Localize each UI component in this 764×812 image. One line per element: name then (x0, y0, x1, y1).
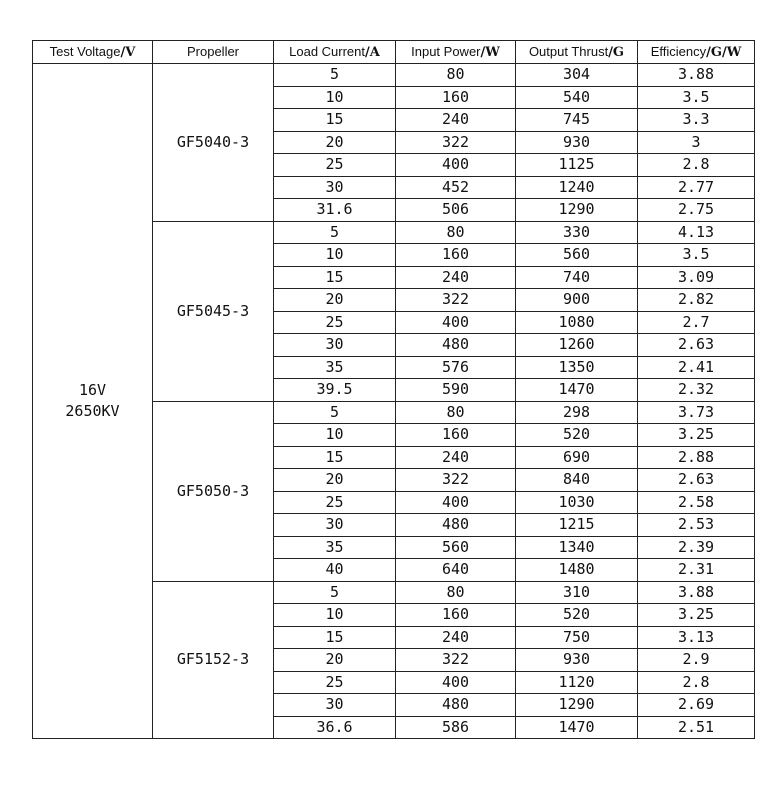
output-thrust-cell: 1080 (516, 311, 638, 334)
load-current-cell: 5 (274, 221, 396, 244)
efficiency-cell: 2.75 (638, 199, 755, 222)
load-current-cell: 10 (274, 424, 396, 447)
output-thrust-cell: 740 (516, 266, 638, 289)
output-thrust-cell: 1120 (516, 671, 638, 694)
input-power-cell: 80 (396, 221, 516, 244)
output-thrust-cell: 690 (516, 446, 638, 469)
propeller-cell: GF5040-3 (153, 64, 274, 222)
output-thrust-cell: 330 (516, 221, 638, 244)
efficiency-cell: 2.9 (638, 649, 755, 672)
load-current-cell: 36.6 (274, 716, 396, 739)
input-power-cell: 400 (396, 671, 516, 694)
header-propeller: Propeller (153, 41, 274, 64)
output-thrust-cell: 750 (516, 626, 638, 649)
input-power-cell: 322 (396, 469, 516, 492)
load-current-cell: 25 (274, 491, 396, 514)
efficiency-cell: 2.51 (638, 716, 755, 739)
test-voltage-value: 16V (78, 381, 107, 399)
efficiency-cell: 2.39 (638, 536, 755, 559)
load-current-cell: 25 (274, 154, 396, 177)
load-current-cell: 35 (274, 536, 396, 559)
load-current-cell: 30 (274, 176, 396, 199)
load-current-cell: 15 (274, 266, 396, 289)
input-power-cell: 480 (396, 514, 516, 537)
load-current-cell: 30 (274, 514, 396, 537)
load-current-cell: 31.6 (274, 199, 396, 222)
output-thrust-cell: 1480 (516, 559, 638, 582)
output-thrust-cell: 1125 (516, 154, 638, 177)
output-thrust-cell: 1350 (516, 356, 638, 379)
output-thrust-cell: 930 (516, 649, 638, 672)
output-thrust-cell: 1470 (516, 379, 638, 402)
load-current-cell: 5 (274, 581, 396, 604)
motor-kv-value: 2650KV (65, 402, 120, 420)
output-thrust-cell: 1340 (516, 536, 638, 559)
propeller-cell: GF5152-3 (153, 581, 274, 739)
header-efficiency: Efficiency/G/W (638, 41, 755, 64)
input-power-cell: 480 (396, 694, 516, 717)
header-load-current: Load Current/A (274, 41, 396, 64)
efficiency-cell: 2.8 (638, 154, 755, 177)
output-thrust-cell: 560 (516, 244, 638, 267)
load-current-cell: 20 (274, 649, 396, 672)
output-thrust-cell: 1030 (516, 491, 638, 514)
efficiency-cell: 3.5 (638, 86, 755, 109)
load-current-cell: 10 (274, 244, 396, 267)
output-thrust-cell: 900 (516, 289, 638, 312)
output-thrust-cell: 520 (516, 604, 638, 627)
efficiency-cell: 2.88 (638, 446, 755, 469)
load-current-cell: 35 (274, 356, 396, 379)
input-power-cell: 240 (396, 446, 516, 469)
table-body (33, 64, 755, 739)
input-power-cell: 640 (396, 559, 516, 582)
input-power-cell: 240 (396, 266, 516, 289)
efficiency-cell: 3.73 (638, 401, 755, 424)
input-power-cell: 400 (396, 311, 516, 334)
input-power-cell: 590 (396, 379, 516, 402)
input-power-cell: 160 (396, 244, 516, 267)
load-current-cell: 30 (274, 334, 396, 357)
input-power-cell: 240 (396, 626, 516, 649)
efficiency-cell: 4.13 (638, 221, 755, 244)
load-current-cell: 15 (274, 626, 396, 649)
output-thrust-cell: 310 (516, 581, 638, 604)
input-power-cell: 400 (396, 491, 516, 514)
input-power-cell: 240 (396, 109, 516, 132)
input-power-cell: 576 (396, 356, 516, 379)
load-current-cell: 5 (274, 401, 396, 424)
input-power-cell: 452 (396, 176, 516, 199)
load-current-cell: 20 (274, 131, 396, 154)
header-test-voltage: Test Voltage/V (33, 41, 153, 64)
input-power-cell: 586 (396, 716, 516, 739)
load-current-cell: 39.5 (274, 379, 396, 402)
propeller-cell: GF5045-3 (153, 221, 274, 401)
efficiency-cell: 3.88 (638, 64, 755, 87)
efficiency-cell: 2.8 (638, 671, 755, 694)
input-power-cell: 160 (396, 86, 516, 109)
motor-test-table (32, 40, 755, 739)
efficiency-cell: 3.25 (638, 604, 755, 627)
output-thrust-cell: 1240 (516, 176, 638, 199)
test-voltage-cell (33, 64, 153, 739)
load-current-cell: 10 (274, 86, 396, 109)
output-thrust-cell: 840 (516, 469, 638, 492)
load-current-cell: 30 (274, 694, 396, 717)
efficiency-cell: 2.58 (638, 491, 755, 514)
input-power-cell: 322 (396, 131, 516, 154)
input-power-cell: 480 (396, 334, 516, 357)
efficiency-cell: 3.3 (638, 109, 755, 132)
load-current-cell: 25 (274, 311, 396, 334)
load-current-cell: 5 (274, 64, 396, 87)
load-current-cell: 20 (274, 289, 396, 312)
propeller-cell: GF5050-3 (153, 401, 274, 581)
table-row (33, 64, 755, 87)
efficiency-cell: 2.31 (638, 559, 755, 582)
output-thrust-cell: 930 (516, 131, 638, 154)
output-thrust-cell: 745 (516, 109, 638, 132)
efficiency-cell: 3.09 (638, 266, 755, 289)
load-current-cell: 15 (274, 109, 396, 132)
efficiency-cell: 2.32 (638, 379, 755, 402)
efficiency-cell: 2.77 (638, 176, 755, 199)
efficiency-cell: 2.53 (638, 514, 755, 537)
output-thrust-cell: 1290 (516, 694, 638, 717)
efficiency-cell: 2.63 (638, 334, 755, 357)
input-power-cell: 160 (396, 424, 516, 447)
output-thrust-cell: 1470 (516, 716, 638, 739)
input-power-cell: 506 (396, 199, 516, 222)
input-power-cell: 160 (396, 604, 516, 627)
load-current-cell: 10 (274, 604, 396, 627)
load-current-cell: 15 (274, 446, 396, 469)
efficiency-cell: 3.25 (638, 424, 755, 447)
output-thrust-cell: 520 (516, 424, 638, 447)
efficiency-cell: 3 (638, 131, 755, 154)
output-thrust-cell: 298 (516, 401, 638, 424)
header-input-power: Input Power/W (396, 41, 516, 64)
input-power-cell: 560 (396, 536, 516, 559)
input-power-cell: 80 (396, 401, 516, 424)
efficiency-cell: 3.13 (638, 626, 755, 649)
efficiency-cell: 2.82 (638, 289, 755, 312)
efficiency-cell: 2.7 (638, 311, 755, 334)
load-current-cell: 20 (274, 469, 396, 492)
efficiency-cell: 2.41 (638, 356, 755, 379)
output-thrust-cell: 1290 (516, 199, 638, 222)
output-thrust-cell: 540 (516, 86, 638, 109)
efficiency-cell: 2.69 (638, 694, 755, 717)
input-power-cell: 80 (396, 581, 516, 604)
load-current-cell: 25 (274, 671, 396, 694)
efficiency-cell: 3.5 (638, 244, 755, 267)
output-thrust-cell: 1215 (516, 514, 638, 537)
input-power-cell: 80 (396, 64, 516, 87)
input-power-cell: 322 (396, 289, 516, 312)
input-power-cell: 400 (396, 154, 516, 177)
header-row (33, 41, 755, 64)
input-power-cell: 322 (396, 649, 516, 672)
header-output-thrust: Output Thrust/G (516, 41, 638, 64)
output-thrust-cell: 1260 (516, 334, 638, 357)
efficiency-cell: 3.88 (638, 581, 755, 604)
load-current-cell: 40 (274, 559, 396, 582)
output-thrust-cell: 304 (516, 64, 638, 87)
efficiency-cell: 2.63 (638, 469, 755, 492)
